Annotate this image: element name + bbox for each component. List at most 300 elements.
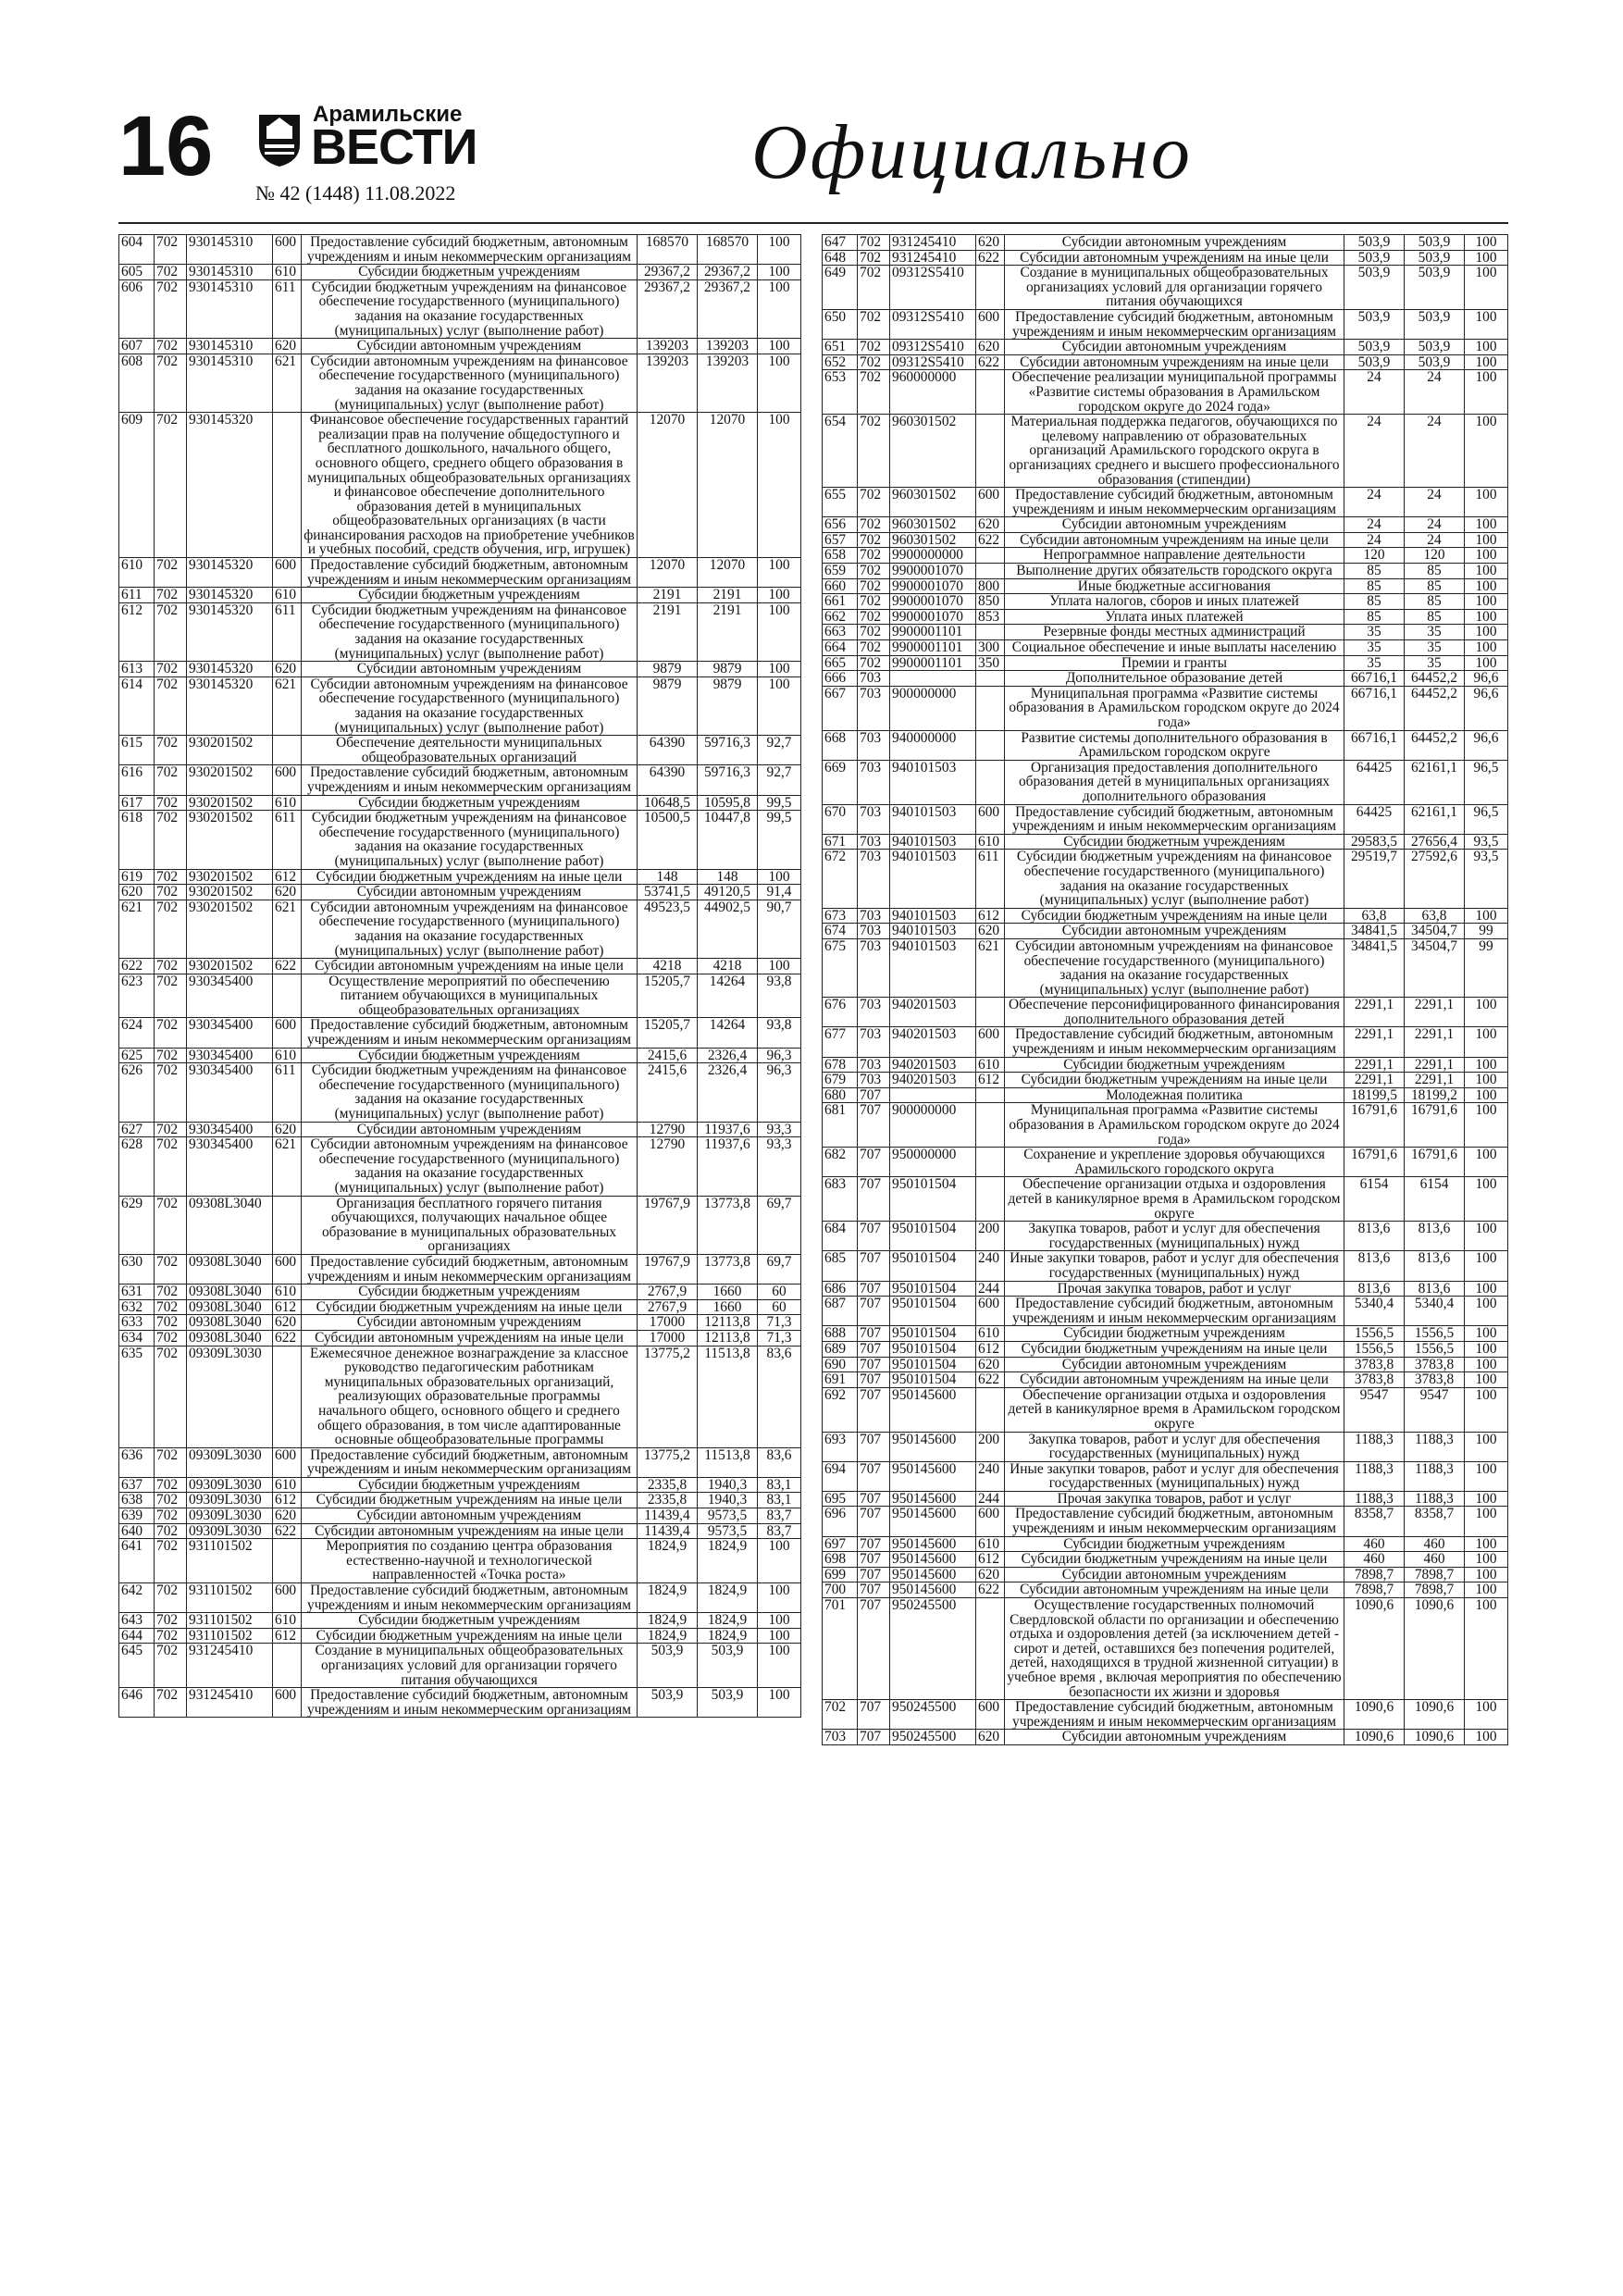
expense-type-cell: 600 bbox=[273, 1583, 302, 1613]
planned-amount-cell: 1556,5 bbox=[1344, 1341, 1405, 1357]
expense-type-cell bbox=[273, 1346, 302, 1447]
executed-amount-cell: 14264 bbox=[698, 1018, 758, 1048]
expense-type-cell: 620 bbox=[976, 924, 1005, 939]
percent-cell: 100 bbox=[758, 265, 801, 280]
section-code-cell: 702 bbox=[155, 1688, 187, 1718]
row-number-cell: 619 bbox=[119, 869, 155, 885]
row-number-cell: 676 bbox=[823, 998, 858, 1027]
percent-cell: 100 bbox=[1465, 1507, 1508, 1536]
planned-amount-cell: 2291,1 bbox=[1344, 1073, 1405, 1088]
section-code-cell: 702 bbox=[858, 564, 890, 579]
budget-table-left-column bbox=[118, 234, 801, 1718]
table-row bbox=[823, 488, 1508, 517]
executed-amount-cell: 1824,9 bbox=[698, 1539, 758, 1583]
table-row bbox=[823, 340, 1508, 355]
table-row bbox=[119, 1644, 801, 1688]
item-name-cell: Иные закупки товаров, работ и услуг для обеспечения государственных (муниципальных) нужд bbox=[1005, 1251, 1344, 1281]
row-number-cell: 637 bbox=[119, 1477, 155, 1493]
planned-amount-cell: 7898,7 bbox=[1344, 1582, 1405, 1598]
planned-amount-cell: 49523,5 bbox=[638, 900, 698, 958]
row-number-cell: 647 bbox=[823, 235, 858, 251]
executed-amount-cell: 3783,8 bbox=[1405, 1357, 1465, 1372]
target-code-cell: 9900001070 bbox=[890, 594, 976, 610]
executed-amount-cell: 6154 bbox=[1405, 1177, 1465, 1222]
planned-amount-cell: 24 bbox=[1344, 488, 1405, 517]
expense-type-cell bbox=[976, 730, 1005, 760]
planned-amount-cell: 460 bbox=[1344, 1536, 1405, 1552]
target-code-cell: 9900001101 bbox=[890, 640, 976, 656]
executed-amount-cell: 24 bbox=[1405, 370, 1465, 415]
expense-type-cell bbox=[976, 1087, 1005, 1103]
executed-amount-cell: 148 bbox=[698, 869, 758, 885]
expense-type-cell: 620 bbox=[273, 662, 302, 677]
planned-amount-cell: 4218 bbox=[638, 959, 698, 974]
table-row bbox=[823, 609, 1508, 625]
item-name-cell: Осуществление государственных полномочий Свердловской области по организации и обеспечению отдыха и оздоровления детей (за исключением детей - сирот и детей, оставшихся без попечения родителей, детей, находящихся в трудной жизненной ситуации) в учебное время , включая мероприятия по обеспечению безопасности их жизни и здоровья bbox=[1005, 1598, 1344, 1700]
target-code-cell: 09308L3040 bbox=[187, 1254, 273, 1284]
section-code-cell: 707 bbox=[858, 1507, 890, 1536]
item-name-cell: Создание в муниципальных общеобразовательных организациях условий для организации горячего питания обучающихся bbox=[302, 1644, 638, 1688]
table-row bbox=[823, 1507, 1508, 1536]
item-name-cell: Осуществление мероприятий по обеспечению питанием обучающихся в муниципальных общеобразовательных организациях bbox=[302, 974, 638, 1018]
section-code-cell: 702 bbox=[155, 558, 187, 588]
row-number-cell: 679 bbox=[823, 1073, 858, 1088]
section-code-cell: 702 bbox=[858, 640, 890, 656]
expense-type-cell: 611 bbox=[273, 811, 302, 869]
percent-cell: 96,6 bbox=[1465, 730, 1508, 760]
section-code-cell: 702 bbox=[155, 1644, 187, 1688]
planned-amount-cell: 64425 bbox=[1344, 760, 1405, 804]
item-name-cell: Субсидии автономным учреждениям bbox=[302, 339, 638, 354]
item-name-cell: Субсидии бюджетным учреждениям bbox=[1005, 1057, 1344, 1073]
item-name-cell: Обеспечение реализации муниципальной программы «Развитие системы образования в Арамильском городском округе до 2024 года» bbox=[1005, 370, 1344, 415]
table-row bbox=[119, 413, 801, 558]
target-code-cell: 950145600 bbox=[890, 1491, 976, 1507]
executed-amount-cell: 2326,4 bbox=[698, 1048, 758, 1063]
row-number-cell: 628 bbox=[119, 1137, 155, 1196]
percent-cell: 100 bbox=[1465, 1281, 1508, 1297]
planned-amount-cell: 29583,5 bbox=[1344, 834, 1405, 850]
planned-amount-cell: 10500,5 bbox=[638, 811, 698, 869]
table-row bbox=[119, 235, 801, 265]
item-name-cell: Предоставление субсидий бюджетным, автономным учреждениям и иным некоммерческим организациям bbox=[302, 1447, 638, 1477]
item-name-cell: Резервные фонды местных администраций bbox=[1005, 625, 1344, 640]
expense-type-cell: 600 bbox=[976, 488, 1005, 517]
section-code-cell: 702 bbox=[858, 548, 890, 564]
percent-cell: 99,5 bbox=[758, 795, 801, 811]
item-name-cell: Дополнительное образование детей bbox=[1005, 671, 1344, 687]
section-code-cell: 702 bbox=[155, 1523, 187, 1539]
planned-amount-cell: 503,9 bbox=[1344, 309, 1405, 339]
percent-cell: 83,6 bbox=[758, 1346, 801, 1447]
row-number-cell: 632 bbox=[119, 1299, 155, 1315]
target-code-cell: 950145600 bbox=[890, 1536, 976, 1552]
expense-type-cell bbox=[976, 671, 1005, 687]
row-number-cell: 663 bbox=[823, 625, 858, 640]
planned-amount-cell: 19767,9 bbox=[638, 1196, 698, 1254]
section-code-cell: 702 bbox=[155, 1628, 187, 1644]
section-code-cell: 703 bbox=[858, 730, 890, 760]
executed-amount-cell: 85 bbox=[1405, 564, 1465, 579]
target-code-cell bbox=[890, 671, 976, 687]
executed-amount-cell: 9879 bbox=[698, 662, 758, 677]
planned-amount-cell: 35 bbox=[1344, 640, 1405, 656]
percent-cell: 99 bbox=[1465, 924, 1508, 939]
table-row bbox=[823, 564, 1508, 579]
target-code-cell: 931101502 bbox=[187, 1613, 273, 1629]
target-code-cell: 931101502 bbox=[187, 1539, 273, 1583]
section-code-cell: 702 bbox=[155, 795, 187, 811]
table-row bbox=[119, 339, 801, 354]
target-code-cell: 09309L3030 bbox=[187, 1523, 273, 1539]
row-number-cell: 682 bbox=[823, 1148, 858, 1177]
target-code-cell: 940201503 bbox=[890, 1073, 976, 1088]
row-number-cell: 696 bbox=[823, 1507, 858, 1536]
executed-amount-cell: 813,6 bbox=[1405, 1222, 1465, 1251]
target-code-cell: 09309L3030 bbox=[187, 1493, 273, 1508]
planned-amount-cell: 24 bbox=[1344, 370, 1405, 415]
target-code-cell: 940101503 bbox=[890, 850, 976, 908]
percent-cell: 100 bbox=[1465, 564, 1508, 579]
row-number-cell: 678 bbox=[823, 1057, 858, 1073]
planned-amount-cell: 2767,9 bbox=[638, 1299, 698, 1315]
percent-cell: 100 bbox=[758, 1628, 801, 1644]
section-code-cell: 707 bbox=[858, 1491, 890, 1507]
expense-type-cell: 612 bbox=[976, 908, 1005, 924]
table-row bbox=[823, 1567, 1508, 1582]
percent-cell: 100 bbox=[1465, 625, 1508, 640]
expense-type-cell: 350 bbox=[976, 655, 1005, 671]
planned-amount-cell: 11439,4 bbox=[638, 1523, 698, 1539]
table-row bbox=[119, 1346, 801, 1447]
table-row bbox=[119, 1122, 801, 1137]
row-number-cell: 641 bbox=[119, 1539, 155, 1583]
target-code-cell: 931245410 bbox=[187, 1644, 273, 1688]
item-name-cell: Субсидии автономным учреждениям на иные цели bbox=[302, 1330, 638, 1346]
row-number-cell: 615 bbox=[119, 736, 155, 765]
percent-cell: 100 bbox=[758, 1613, 801, 1629]
target-code-cell: 950245500 bbox=[890, 1598, 976, 1700]
target-code-cell: 930201502 bbox=[187, 811, 273, 869]
row-number-cell: 690 bbox=[823, 1357, 858, 1372]
executed-amount-cell: 503,9 bbox=[1405, 354, 1465, 370]
executed-amount-cell: 62161,1 bbox=[1405, 760, 1465, 804]
planned-amount-cell: 3783,8 bbox=[1344, 1357, 1405, 1372]
percent-cell: 83,7 bbox=[758, 1523, 801, 1539]
percent-cell: 100 bbox=[758, 339, 801, 354]
target-code-cell: 900000000 bbox=[890, 686, 976, 730]
item-name-cell: Субсидии автономным учреждениям на иные цели bbox=[302, 1523, 638, 1539]
expense-type-cell bbox=[976, 760, 1005, 804]
executed-amount-cell: 1556,5 bbox=[1405, 1341, 1465, 1357]
row-number-cell: 614 bbox=[119, 676, 155, 735]
planned-amount-cell: 18199,5 bbox=[1344, 1087, 1405, 1103]
percent-cell: 100 bbox=[1465, 1432, 1508, 1461]
table-row bbox=[823, 1087, 1508, 1103]
row-number-cell: 643 bbox=[119, 1613, 155, 1629]
executed-amount-cell: 503,9 bbox=[698, 1688, 758, 1718]
row-number-cell: 621 bbox=[119, 900, 155, 958]
table-row bbox=[823, 1251, 1508, 1281]
table-row bbox=[119, 1330, 801, 1346]
planned-amount-cell: 2767,9 bbox=[638, 1285, 698, 1300]
executed-amount-cell: 35 bbox=[1405, 625, 1465, 640]
row-number-cell: 610 bbox=[119, 558, 155, 588]
expense-type-cell: 600 bbox=[976, 1507, 1005, 1536]
percent-cell: 100 bbox=[758, 1539, 801, 1583]
item-name-cell: Уплата налогов, сборов и иных платежей bbox=[1005, 594, 1344, 610]
page-header bbox=[0, 0, 1623, 231]
table-row bbox=[823, 415, 1508, 488]
target-code-cell: 930145310 bbox=[187, 235, 273, 265]
target-code-cell: 9900001070 bbox=[890, 564, 976, 579]
percent-cell: 93,5 bbox=[1465, 850, 1508, 908]
row-number-cell: 638 bbox=[119, 1493, 155, 1508]
item-name-cell: Субсидии бюджетным учреждениям на финансовое обеспечение государственного (муниципального) задания на оказание государственных (муниципальных) услуг (выполнение работ) bbox=[302, 279, 638, 338]
executed-amount-cell: 1188,3 bbox=[1405, 1432, 1465, 1461]
percent-cell: 96,6 bbox=[1465, 671, 1508, 687]
budget-table-right bbox=[822, 234, 1508, 1745]
percent-cell: 92,7 bbox=[758, 736, 801, 765]
section-code-cell: 702 bbox=[155, 1063, 187, 1122]
target-code-cell: 950145600 bbox=[890, 1567, 976, 1582]
planned-amount-cell: 12790 bbox=[638, 1122, 698, 1137]
row-number-cell: 620 bbox=[119, 885, 155, 900]
target-code-cell: 9900001070 bbox=[890, 578, 976, 594]
table-row bbox=[119, 1583, 801, 1613]
target-code-cell: 09308L3040 bbox=[187, 1196, 273, 1254]
target-code-cell: 950145600 bbox=[890, 1387, 976, 1432]
target-code-cell: 930145310 bbox=[187, 354, 273, 412]
planned-amount-cell: 24 bbox=[1344, 532, 1405, 548]
item-name-cell: Субсидии бюджетным учреждениям на иные цели bbox=[302, 869, 638, 885]
section-code-cell: 707 bbox=[858, 1103, 890, 1148]
percent-cell: 100 bbox=[758, 662, 801, 677]
table-row bbox=[823, 370, 1508, 415]
target-code-cell: 950145600 bbox=[890, 1461, 976, 1491]
section-code-cell: 707 bbox=[858, 1372, 890, 1388]
target-code-cell: 940000000 bbox=[890, 730, 976, 760]
percent-cell: 99 bbox=[1465, 938, 1508, 997]
item-name-cell: Субсидии бюджетным учреждениям на иные цели bbox=[1005, 1341, 1344, 1357]
table-row bbox=[823, 686, 1508, 730]
planned-amount-cell: 1824,9 bbox=[638, 1583, 698, 1613]
item-name-cell: Предоставление субсидий бюджетным, автономным учреждениям и иным некоммерческим организациям bbox=[1005, 1297, 1344, 1326]
section-code-cell: 703 bbox=[858, 1027, 890, 1057]
expense-type-cell: 620 bbox=[273, 1122, 302, 1137]
planned-amount-cell: 85 bbox=[1344, 578, 1405, 594]
executed-amount-cell: 2191 bbox=[698, 588, 758, 603]
table-row bbox=[119, 1285, 801, 1300]
target-code-cell: 9900001101 bbox=[890, 655, 976, 671]
row-number-cell: 674 bbox=[823, 924, 858, 939]
percent-cell: 100 bbox=[1465, 532, 1508, 548]
item-name-cell: Прочая закупка товаров, работ и услуг bbox=[1005, 1491, 1344, 1507]
expense-type-cell bbox=[273, 1196, 302, 1254]
section-code-cell: 702 bbox=[155, 1493, 187, 1508]
row-number-cell: 629 bbox=[119, 1196, 155, 1254]
row-number-cell: 681 bbox=[823, 1103, 858, 1148]
section-code-cell: 707 bbox=[858, 1177, 890, 1222]
section-code-cell: 707 bbox=[858, 1432, 890, 1461]
table-row bbox=[119, 558, 801, 588]
row-number-cell: 683 bbox=[823, 1177, 858, 1222]
expense-type-cell: 621 bbox=[273, 354, 302, 412]
section-code-cell: 703 bbox=[858, 998, 890, 1027]
expense-type-cell: 611 bbox=[976, 850, 1005, 908]
target-code-cell: 930145310 bbox=[187, 339, 273, 354]
expense-type-cell: 600 bbox=[273, 558, 302, 588]
percent-cell: 100 bbox=[1465, 250, 1508, 266]
item-name-cell: Субсидии автономным учреждениям на финансовое обеспечение государственного (муниципального) задания на оказание государственных (муниципальных) услуг (выполнение работ) bbox=[1005, 938, 1344, 997]
section-code-cell: 702 bbox=[858, 532, 890, 548]
item-name-cell: Субсидии бюджетным учреждениям bbox=[302, 795, 638, 811]
table-row bbox=[823, 1598, 1508, 1700]
table-row bbox=[823, 235, 1508, 251]
expense-type-cell bbox=[976, 415, 1005, 488]
section-code-cell: 702 bbox=[155, 1018, 187, 1048]
planned-amount-cell: 9547 bbox=[1344, 1387, 1405, 1432]
planned-amount-cell: 64390 bbox=[638, 736, 698, 765]
item-name-cell: Создание в муниципальных общеобразовательных организациях условий для организации горячего питания обучающихся bbox=[1005, 266, 1344, 310]
executed-amount-cell: 12113,8 bbox=[698, 1330, 758, 1346]
expense-type-cell: 622 bbox=[976, 354, 1005, 370]
section-code-cell: 703 bbox=[858, 908, 890, 924]
item-name-cell: Субсидии бюджетным учреждениям bbox=[1005, 1326, 1344, 1342]
target-code-cell: 930145320 bbox=[187, 676, 273, 735]
expense-type-cell: 610 bbox=[273, 1613, 302, 1629]
section-code-cell: 703 bbox=[858, 760, 890, 804]
table-row bbox=[823, 309, 1508, 339]
row-number-cell: 671 bbox=[823, 834, 858, 850]
target-code-cell: 950101504 bbox=[890, 1357, 976, 1372]
section-code-cell: 702 bbox=[155, 279, 187, 338]
executed-amount-cell: 1090,6 bbox=[1405, 1730, 1465, 1745]
executed-amount-cell: 59716,3 bbox=[698, 765, 758, 795]
executed-amount-cell: 12113,8 bbox=[698, 1315, 758, 1331]
section-code-cell: 702 bbox=[858, 517, 890, 533]
row-number-cell: 677 bbox=[823, 1027, 858, 1057]
planned-amount-cell: 85 bbox=[1344, 594, 1405, 610]
expense-type-cell: 610 bbox=[273, 265, 302, 280]
table-row bbox=[823, 834, 1508, 850]
item-name-cell: Финансовое обеспечение государственных гарантий реализации прав на получение общедоступного и бесплатного дошкольного, начального общего, основного общего, среднего общего образования в муниципальных общеобразовательных организациях и финансовое обеспечение дополнительного образования детей в муниципальных общеобразовательных организациях (в части финансирования расходов на приобретение учебников и учебных пособий, средств обучения, игр, игрушек) bbox=[302, 413, 638, 558]
target-code-cell: 950101504 bbox=[890, 1372, 976, 1388]
table-row bbox=[119, 1196, 801, 1254]
target-code-cell: 930345400 bbox=[187, 1018, 273, 1048]
table-row bbox=[823, 1073, 1508, 1088]
planned-amount-cell: 2415,6 bbox=[638, 1063, 698, 1122]
item-name-cell: Муниципальная программа «Развитие системы образования в Арамильском городском округе до 2024 года» bbox=[1005, 686, 1344, 730]
item-name-cell: Молодежная политика bbox=[1005, 1087, 1344, 1103]
row-number-cell: 618 bbox=[119, 811, 155, 869]
percent-cell: 71,3 bbox=[758, 1315, 801, 1331]
percent-cell: 69,7 bbox=[758, 1254, 801, 1284]
executed-amount-cell: 14264 bbox=[698, 974, 758, 1018]
planned-amount-cell: 12070 bbox=[638, 558, 698, 588]
expense-type-cell: 622 bbox=[273, 959, 302, 974]
executed-amount-cell: 1824,9 bbox=[698, 1583, 758, 1613]
percent-cell: 100 bbox=[758, 1688, 801, 1718]
row-number-cell: 625 bbox=[119, 1048, 155, 1063]
planned-amount-cell: 34841,5 bbox=[1344, 938, 1405, 997]
section-code-cell: 702 bbox=[858, 340, 890, 355]
percent-cell: 100 bbox=[1465, 1461, 1508, 1491]
target-code-cell: 930145310 bbox=[187, 279, 273, 338]
executed-amount-cell: 1660 bbox=[698, 1299, 758, 1315]
table-row bbox=[823, 1326, 1508, 1342]
expense-type-cell: 240 bbox=[976, 1461, 1005, 1491]
percent-cell: 100 bbox=[1465, 1372, 1508, 1388]
target-code-cell: 930201502 bbox=[187, 869, 273, 885]
item-name-cell: Обеспечение организации отдыха и оздоровления детей в каникулярное время в Арамильском городском округе bbox=[1005, 1177, 1344, 1222]
target-code-cell: 930345400 bbox=[187, 1063, 273, 1122]
expense-type-cell bbox=[273, 1644, 302, 1688]
expense-type-cell: 621 bbox=[273, 676, 302, 735]
planned-amount-cell: 85 bbox=[1344, 564, 1405, 579]
executed-amount-cell: 2291,1 bbox=[1405, 998, 1465, 1027]
expense-type-cell: 600 bbox=[273, 1018, 302, 1048]
percent-cell: 100 bbox=[1465, 578, 1508, 594]
executed-amount-cell: 503,9 bbox=[698, 1644, 758, 1688]
executed-amount-cell: 503,9 bbox=[1405, 309, 1465, 339]
percent-cell: 100 bbox=[1465, 1582, 1508, 1598]
row-number-cell: 662 bbox=[823, 609, 858, 625]
expense-type-cell: 600 bbox=[976, 1700, 1005, 1730]
table-row bbox=[823, 1222, 1508, 1251]
table-row bbox=[119, 1539, 801, 1583]
planned-amount-cell: 168570 bbox=[638, 235, 698, 265]
item-name-cell: Предоставление субсидий бюджетным, автономным учреждениям и иным некоммерческим организациям bbox=[302, 1018, 638, 1048]
expense-type-cell bbox=[273, 1539, 302, 1583]
percent-cell: 100 bbox=[758, 602, 801, 661]
executed-amount-cell: 3783,8 bbox=[1405, 1372, 1465, 1388]
item-name-cell: Субсидии бюджетным учреждениям на иные цели bbox=[1005, 1073, 1344, 1088]
expense-type-cell: 600 bbox=[976, 1027, 1005, 1057]
expense-type-cell bbox=[976, 370, 1005, 415]
section-code-cell: 702 bbox=[155, 736, 187, 765]
section-code-cell: 702 bbox=[155, 811, 187, 869]
table-row bbox=[119, 1523, 801, 1539]
section-code-cell: 707 bbox=[858, 1700, 890, 1730]
row-number-cell: 660 bbox=[823, 578, 858, 594]
item-name-cell: Субсидии автономным учреждениям bbox=[302, 1315, 638, 1331]
row-number-cell: 613 bbox=[119, 662, 155, 677]
row-number-cell: 691 bbox=[823, 1372, 858, 1388]
percent-cell: 100 bbox=[1465, 517, 1508, 533]
section-code-cell: 707 bbox=[858, 1598, 890, 1700]
percent-cell: 100 bbox=[1465, 548, 1508, 564]
row-number-cell: 609 bbox=[119, 413, 155, 558]
section-code-cell: 702 bbox=[155, 1346, 187, 1447]
row-number-cell: 642 bbox=[119, 1583, 155, 1613]
section-code-cell: 702 bbox=[858, 594, 890, 610]
percent-cell: 96,5 bbox=[1465, 760, 1508, 804]
expense-type-cell: 620 bbox=[976, 1567, 1005, 1582]
percent-cell: 93,8 bbox=[758, 974, 801, 1018]
executed-amount-cell: 24 bbox=[1405, 517, 1465, 533]
executed-amount-cell: 24 bbox=[1405, 488, 1465, 517]
executed-amount-cell: 10447,8 bbox=[698, 811, 758, 869]
expense-type-cell: 244 bbox=[976, 1491, 1005, 1507]
executed-amount-cell: 139203 bbox=[698, 339, 758, 354]
planned-amount-cell: 148 bbox=[638, 869, 698, 885]
expense-type-cell: 622 bbox=[976, 250, 1005, 266]
executed-amount-cell: 34504,7 bbox=[1405, 924, 1465, 939]
table-row bbox=[119, 662, 801, 677]
section-code-cell: 707 bbox=[858, 1251, 890, 1281]
row-number-cell: 622 bbox=[119, 959, 155, 974]
